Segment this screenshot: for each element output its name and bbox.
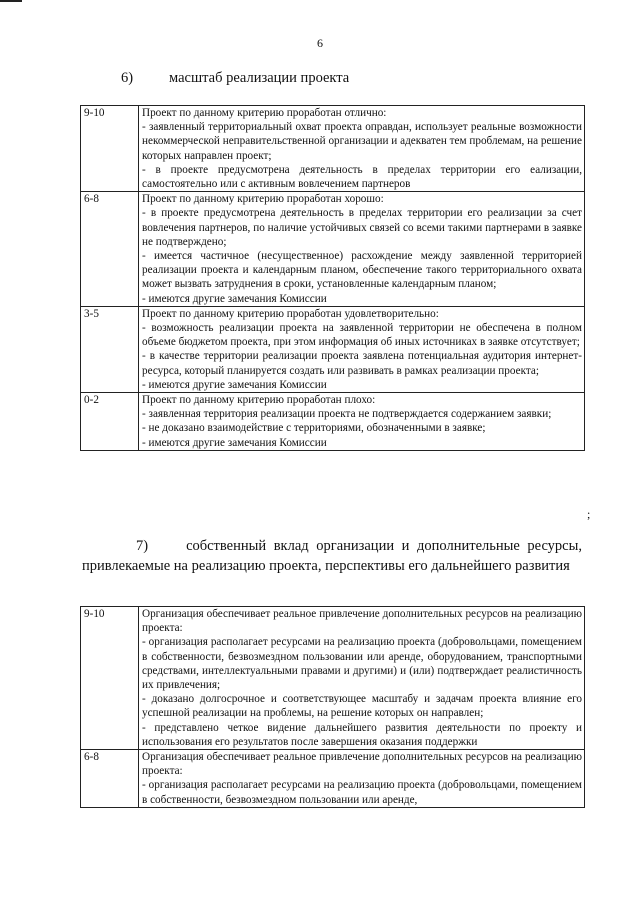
score-cell: 3-5 (81, 306, 139, 392)
description-cell (139, 306, 585, 392)
score-cell: 6-8 (81, 192, 139, 307)
criterion-line: - имеется частичное (несущественное) расхождение между заявленной территорией реализации проекта и календарным планом, обеспечение такого территориального охвата может вызвать затруднения в сроки, установленные календарным планом; (142, 250, 582, 291)
section-6-criteria-table (80, 105, 585, 451)
description-cell (139, 393, 585, 451)
score-cell: 9-10 (81, 106, 139, 192)
criterion-line: - представлено четкое видение дальнейшего развития деятельности по проекту и использования его результатов после завершения оказания поддержки (142, 721, 582, 748)
table-row (81, 306, 585, 392)
description-cell (139, 607, 585, 750)
criterion-line: Организация обеспечивает реальное привлечение дополнительных ресурсов на реализацию проекта: (142, 608, 582, 635)
section-6-heading (121, 70, 349, 87)
criterion-line: - имеются другие замечания Комиссии (142, 436, 327, 449)
table-row (81, 192, 585, 307)
criterion-line: - в качестве территории реализации проекта заявлена потенциальная аудитория интернет-ресурса, который планируется создать или развивать в рамках реализации проекта; (142, 350, 582, 377)
score-cell: 0-2 (81, 393, 139, 451)
criterion-line: - возможность реализации проекта на заявленной территории не обеспечена в полном объеме бюджетом проекта, при этом информация об иных источниках в заявке отсутствует; (142, 322, 582, 349)
table-row (81, 750, 585, 808)
criterion-line: - организация располагает ресурсами на реализацию проекта (добровольцами, помещением в собственности, безвозмездном пользовании или аренде, оборудованием, транспортными средствами, интеллектуальными правами и другими) и (или) подтверждает реалистичность их привлечения; (142, 636, 582, 692)
section-7-heading (82, 536, 582, 576)
score-cell: 6-8 (81, 750, 139, 808)
criterion-line: Проект по данному критерию проработан удовлетворительно: (142, 307, 439, 320)
criterion-line: - в проекте предусмотрена деятельность в пределах территории его реализации за счет вовлечения партнеров, по наличие устойчивых связей со всеми такими партнерами в заявке не подтверждено; (142, 207, 582, 248)
top-edge-rule (0, 0, 22, 2)
page-number: 6 (317, 36, 323, 50)
criterion-line: - заявленный территориальный охват проекта оправдан, использует реальные возможности некоммерческой неправительственной организации и адекватен тем проблемам, на решение которых направлен проект; (142, 121, 582, 162)
criterion-line: - заявленная территория реализации проекта не подтверждается содержанием заявки; (142, 408, 552, 421)
criterion-line: - доказано долгосрочное и соответствующее масштабу и задачам проекта влияние его успешной реализации на проблемы, на решение которых он направлен; (142, 693, 582, 720)
section-7-criteria-table (80, 606, 585, 808)
trailing-semicolon: ; (587, 507, 591, 521)
criterion-line: Проект по данному критерию проработан хорошо: (142, 193, 384, 206)
section-7-title: собственный вклад организации и дополнительные ресурсы, привлекаемые на реализацию проекта, перспективы его дальнейшего развития (82, 538, 582, 574)
section-6-number: 6) (121, 70, 134, 86)
criterion-line: Проект по данному критерию проработан плохо: (142, 394, 376, 407)
score-cell: 9-10 (81, 607, 139, 750)
criterion-line: - не доказано взаимодействие с территориями, обозначенными в заявке; (142, 422, 486, 435)
description-cell (139, 106, 585, 192)
criterion-line: - имеются другие замечания Комиссии (142, 292, 327, 305)
section-7-number: 7) (136, 538, 149, 554)
criterion-line: - в проекте предусмотрена деятельность в пределах территории его еализации, самостоятельно или с активным вовлечением партнеров (142, 163, 582, 191)
criterion-line: - имеются другие замечания Комиссии (142, 378, 327, 391)
description-cell (139, 192, 585, 307)
criterion-line: Проект по данному критерию проработан отлично: (142, 107, 387, 119)
criterion-line: Организация обеспечивает реальное привлечение дополнительных ресурсов на реализацию проекта: (142, 751, 582, 778)
criterion-line: - организация располагает ресурсами на реализацию проекта (добровольцами, помещением в собственности, безвозмездном пользовании или аренде, (142, 779, 582, 806)
description-cell (139, 750, 585, 808)
table-row (81, 393, 585, 451)
section-6-title: масштаб реализации проекта (169, 70, 350, 86)
table-row (81, 106, 585, 192)
table-row (81, 607, 585, 750)
